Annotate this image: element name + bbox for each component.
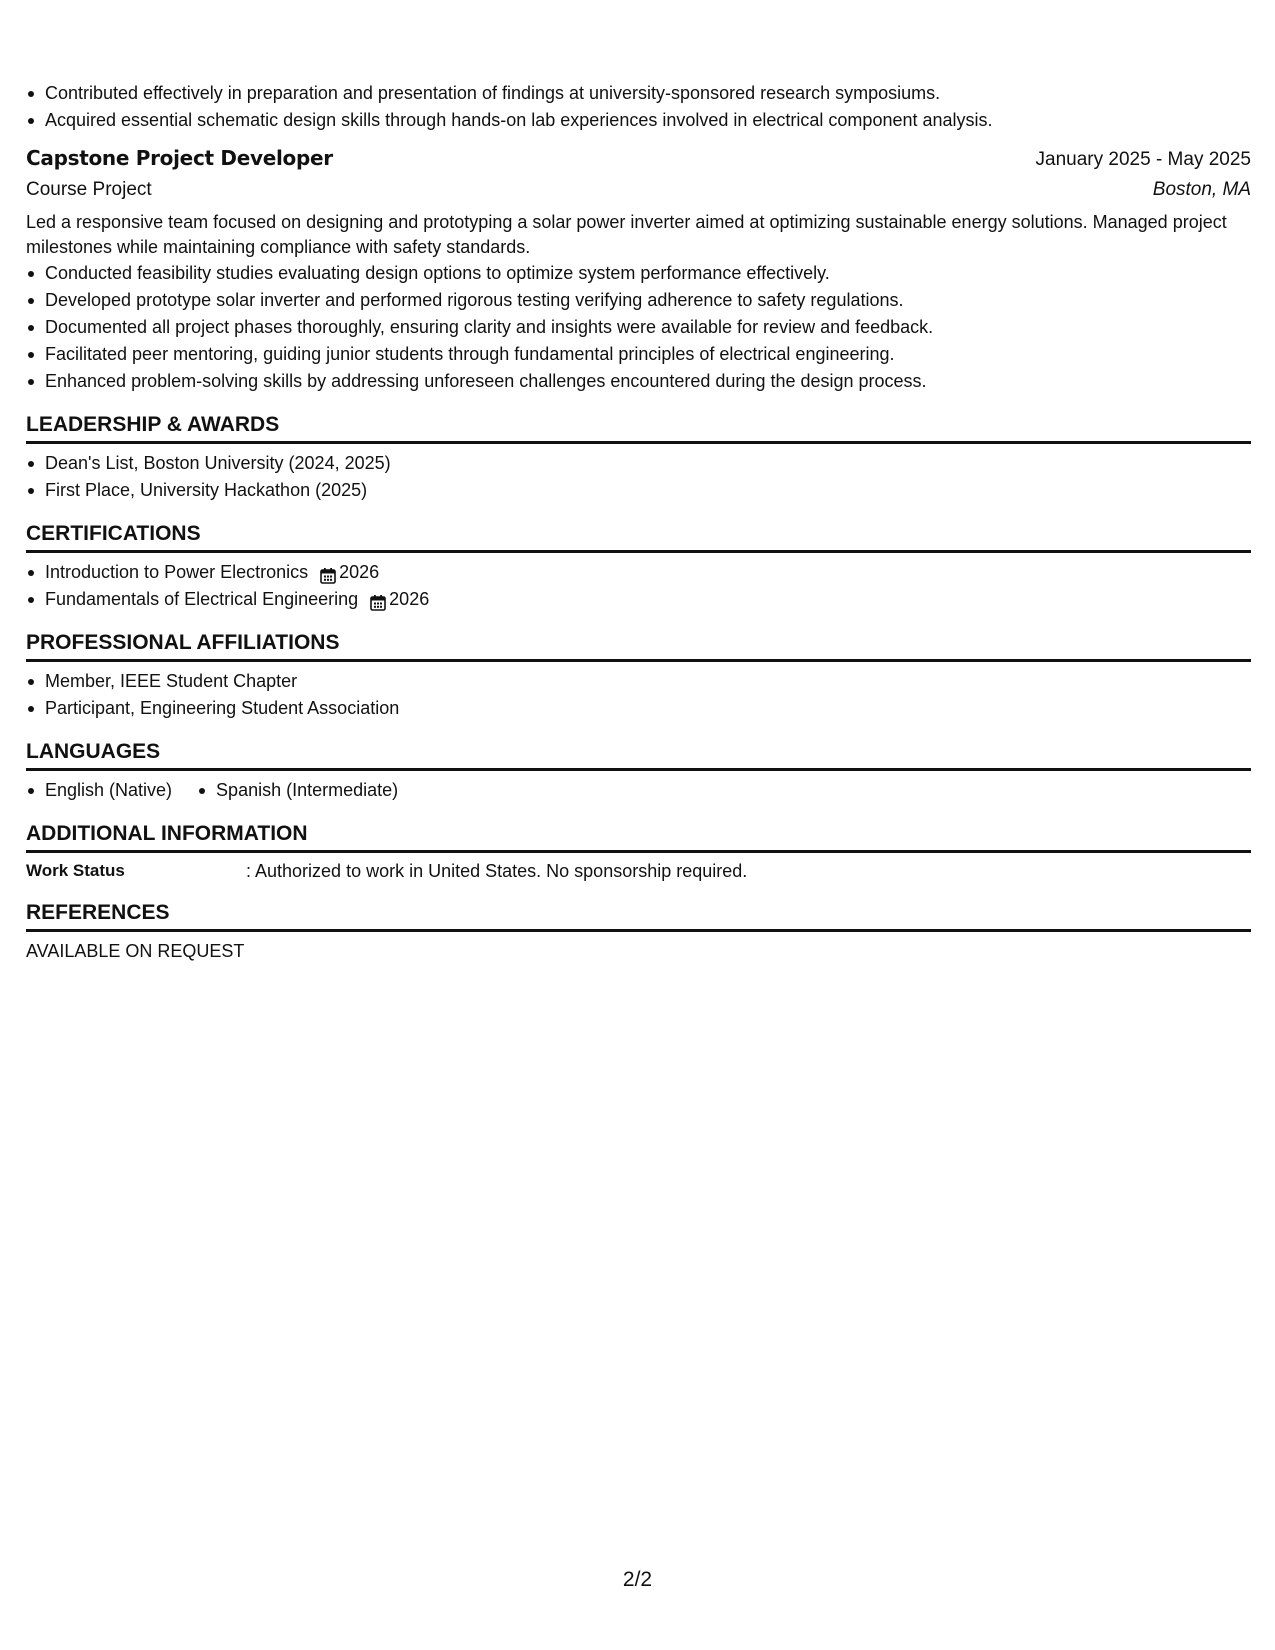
- job-bullets: [26, 260, 1251, 395]
- job-location: Boston, MA: [1152, 179, 1251, 200]
- job-title: Capstone Project Developer: [26, 146, 333, 170]
- list-item: Spanish (Intermediate): [197, 777, 398, 804]
- affiliations-list: [26, 668, 1251, 722]
- job-header: [26, 146, 1251, 171]
- section-heading: CERTIFICATIONS: [26, 522, 1251, 553]
- certification-name: Fundamentals of Electrical Engineering: [45, 589, 359, 609]
- calendar-icon: [320, 565, 336, 582]
- job-subheader: [26, 179, 1251, 201]
- certifications-list: [26, 559, 1251, 613]
- section-heading: ADDITIONAL INFORMATION: [26, 822, 1251, 853]
- leadership-section: [26, 413, 1251, 504]
- list-item: Dean's List, Boston University (2024, 2025): [26, 450, 1251, 477]
- certification-name: Introduction to Power Electronics: [45, 562, 309, 582]
- section-heading: PROFESSIONAL AFFILIATIONS: [26, 631, 1251, 662]
- section-heading: REFERENCES: [26, 901, 1251, 932]
- list-item: Conducted feasibility studies evaluating design options to optimize system performance effectively.: [26, 260, 1251, 287]
- work-status-label: Work Status: [26, 861, 125, 880]
- section-heading: LANGUAGES: [26, 740, 1251, 771]
- list-item: Member, IEEE Student Chapter: [26, 668, 1251, 695]
- resume-page: [26, 0, 1251, 964]
- job-entry: [26, 146, 1251, 395]
- certification-item: [26, 586, 1251, 613]
- calendar-icon: [370, 592, 386, 609]
- certification-year: 2026: [389, 589, 430, 609]
- section-heading: LEADERSHIP & AWARDS: [26, 413, 1251, 444]
- work-status-row: [26, 859, 1251, 883]
- certification-item: [26, 559, 1251, 586]
- page-number: 2/2: [622, 1568, 653, 1591]
- list-item: Contributed effectively in preparation and presentation of findings at university-sponsored research symposiums.: [26, 80, 1251, 107]
- job-description: Led a responsive team focused on designing and prototyping a solar power inverter aimed at optimizing sustainable energy solutions. Managed project milestones while maintaining compliance with safety standards.: [26, 212, 1227, 257]
- job-subtitle: Course Project: [26, 179, 152, 200]
- languages-section: [26, 740, 1251, 804]
- work-status-value: : Authorized to work in United States. No sponsorship required.: [246, 861, 748, 881]
- list-item: Acquired essential schematic design skills through hands-on lab experiences involved in electrical component analysis.: [26, 107, 1251, 134]
- list-item: First Place, University Hackathon (2025): [26, 477, 1251, 504]
- additional-info-section: [26, 822, 1251, 883]
- list-item: Documented all project phases thoroughly, ensuring clarity and insights were available for review and feedback.: [26, 314, 1251, 341]
- affiliations-section: [26, 631, 1251, 722]
- list-item: Enhanced problem-solving skills by addressing unforeseen challenges encountered during the design process.: [26, 368, 1251, 395]
- list-item: Participant, Engineering Student Association: [26, 695, 1251, 722]
- list-item: English (Native): [26, 777, 172, 804]
- list-item: Facilitated peer mentoring, guiding junior students through fundamental principles of electrical engineering.: [26, 341, 1251, 368]
- certifications-section: [26, 522, 1251, 613]
- certification-year: 2026: [339, 562, 380, 582]
- list-item: Developed prototype solar inverter and performed rigorous testing verifying adherence to safety regulations.: [26, 287, 1251, 314]
- references-text: AVAILABLE ON REQUEST: [26, 941, 245, 961]
- leadership-list: [26, 450, 1251, 504]
- references-section: [26, 901, 1251, 964]
- languages-list: [26, 777, 1251, 804]
- previous-role-bullets: [26, 80, 1251, 134]
- job-dates: January 2025 - May 2025: [1035, 149, 1251, 170]
